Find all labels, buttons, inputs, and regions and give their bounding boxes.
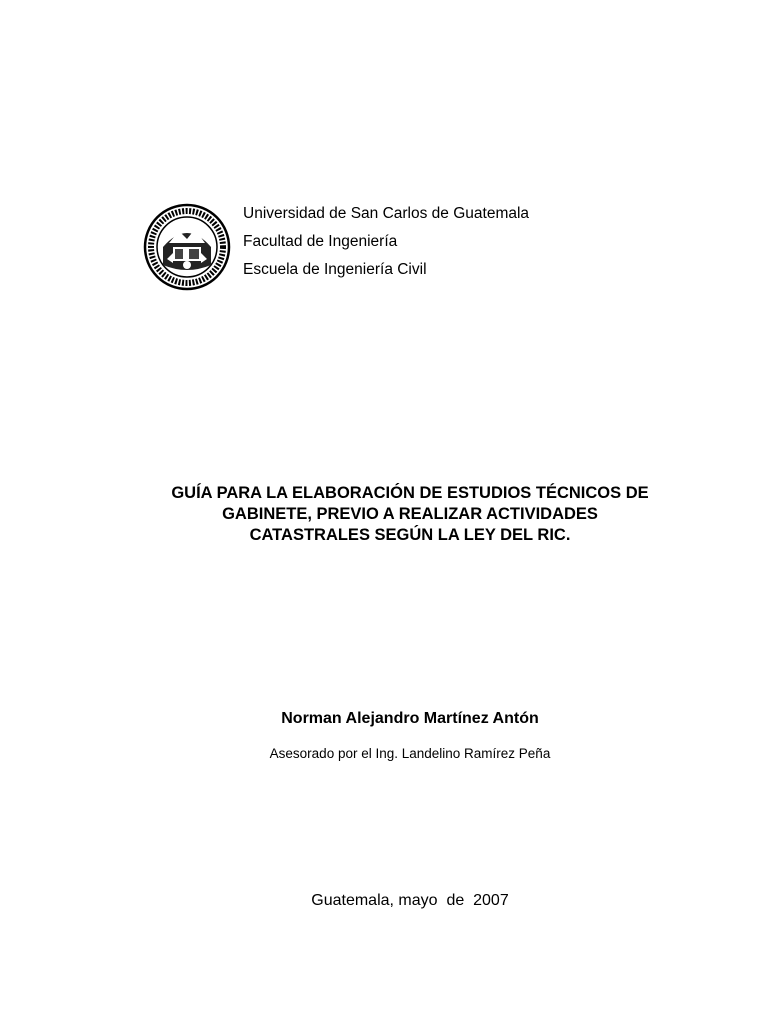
university-seal-icon	[143, 203, 231, 291]
title-line-2: GABINETE, PREVIO A REALIZAR ACTIVIDADES	[222, 505, 598, 523]
university-name: Universidad de San Carlos de Guatemala	[243, 205, 530, 222]
school-name: Escuela de Ingeniería Civil	[243, 261, 427, 278]
author-name: Norman Alejandro Martínez Antón	[281, 710, 539, 727]
faculty-name: Facultad de Ingeniería	[243, 233, 398, 250]
advisor-line: Asesorado por el Ing. Landelino Ramírez Peña	[269, 746, 551, 761]
publication-date: Guatemala, mayo de 2007	[311, 892, 509, 909]
institution-block	[243, 200, 529, 284]
document-title	[100, 483, 720, 546]
title-line-3: CATASTRALES SEGÚN LA LEY DEL RIC.	[249, 526, 571, 544]
title-line-1: GUÍA PARA LA ELABORACIÓN DE ESTUDIOS TÉCNICOS DE	[171, 484, 649, 502]
